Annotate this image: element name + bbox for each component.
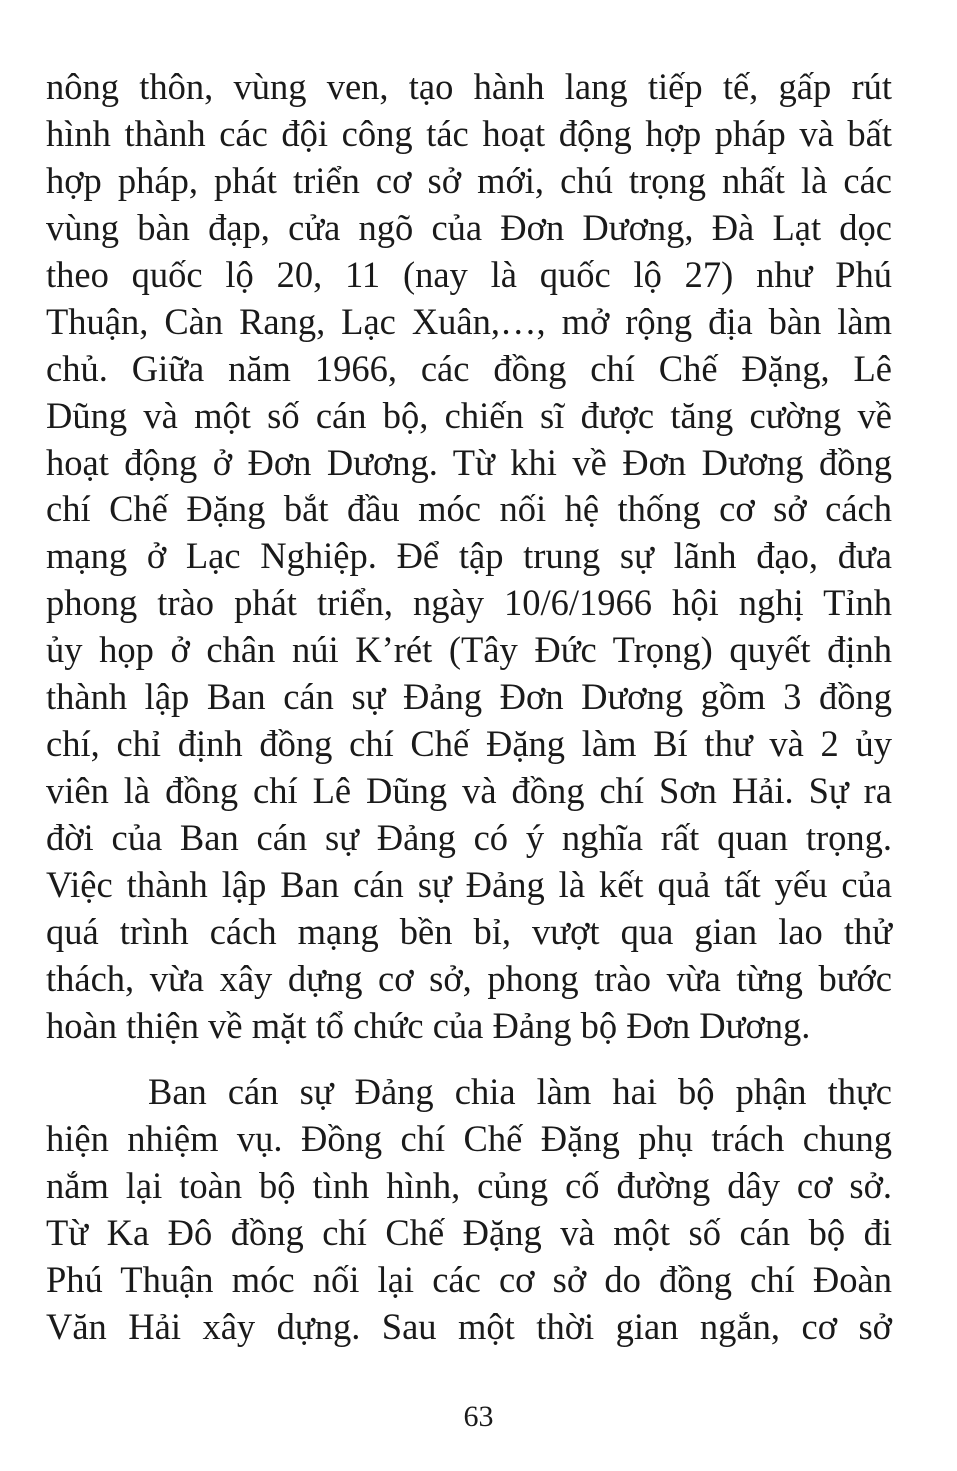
text-line: hình thành các đội công tác hoạt động hợp pháp và bất xyxy=(46,112,892,154)
text-line: viên là đồng chí Lê Dũng và đồng chí Sơn Hải. Sự ra xyxy=(46,770,892,812)
text-line: quá trình cách mạng bền bỉ, vượt qua gian lao thử xyxy=(46,910,892,952)
text-line: hợp pháp, phát triển cơ sở mới, chú trọng nhất là các xyxy=(46,159,892,201)
text-line: Việc thành lập Ban cán sự Đảng là kết quả tất yếu của xyxy=(46,863,892,905)
text-line: thách, vừa xây dựng cơ sở, phong trào vừa từng bước xyxy=(46,957,892,999)
text-line: thành lập Ban cán sự Đảng Đơn Dương gồm 3 đồng xyxy=(46,676,892,718)
text-line: Phú Thuận móc nối lại các cơ sở do đồng chí Đoàn xyxy=(46,1258,892,1300)
text-line: Thuận, Càn Rang, Lạc Xuân,…, mở rộng địa bàn làm xyxy=(46,300,892,342)
text-line: theo quốc lộ 20, 11 (nay là quốc lộ 27) như Phú xyxy=(46,253,892,295)
text-line: nắm lại toàn bộ tình hình, củng cố đường dây cơ sở. xyxy=(46,1164,892,1206)
text-line: Văn Hải xây dựng. Sau một thời gian ngắn, cơ sở xyxy=(46,1305,892,1347)
text-line: chí, chỉ định đồng chí Chế Đặng làm Bí thư và 2 ủy xyxy=(46,723,892,765)
text-line: nông thôn, vùng ven, tạo hành lang tiếp tế, gấp rút xyxy=(46,66,892,107)
text-line: ủy họp ở chân núi K’rét (Tây Đức Trọng) quyết định xyxy=(46,629,892,671)
text-line: Từ Ka Đô đồng chí Chế Đặng và một số cán bộ đi xyxy=(46,1211,892,1253)
text-line: chí Chế Đặng bắt đầu móc nối hệ thống cơ sở cách xyxy=(46,488,892,530)
text-line: hiện nhiệm vụ. Đồng chí Chế Đặng phụ trách chung xyxy=(46,1117,892,1159)
paragraph-1 xyxy=(46,64,892,1050)
text-line: Dũng và một số cán bộ, chiến sĩ được tăng cường về xyxy=(46,394,892,436)
text-line: phong trào phát triển, ngày 10/6/1966 hội nghị Tỉnh xyxy=(46,582,892,624)
text-line: chủ. Giữa năm 1966, các đồng chí Chế Đặng, Lê xyxy=(46,347,892,389)
text-line: Ban cán sự Đảng chia làm hai bộ phận thực xyxy=(148,1071,892,1112)
text-line: hoàn thiện về mặt tổ chức của Đảng bộ Đơn Dương. xyxy=(46,1004,811,1046)
paragraph-2 xyxy=(46,1069,892,1351)
page-number: 63 xyxy=(463,1400,494,1433)
text-line: hoạt động ở Đơn Dương. Từ khi về Đơn Dương đồng xyxy=(46,441,892,483)
text-line: vùng bàn đạp, cửa ngõ của Đơn Dương, Đà Lạt dọc xyxy=(46,206,892,248)
text-line: mạng ở Lạc Nghiệp. Để tập trung sự lãnh đạo, đưa xyxy=(46,535,892,577)
text-line: đời của Ban cán sự Đảng có ý nghĩa rất quan trọng. xyxy=(46,817,892,858)
